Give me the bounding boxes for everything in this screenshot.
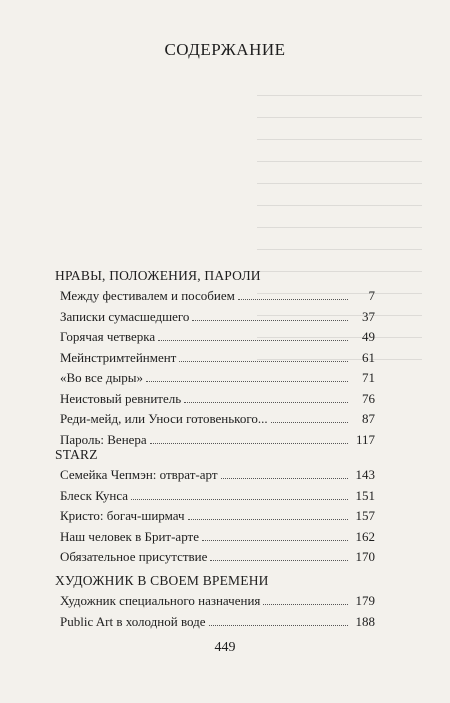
toc-entry <box>55 488 375 509</box>
dot-leader <box>184 402 348 403</box>
toc-section <box>55 447 375 570</box>
toc-entry <box>55 593 375 614</box>
entry-page: 76 <box>362 390 375 406</box>
page-number: 449 <box>214 640 236 655</box>
dot-leader <box>263 604 348 605</box>
dot-leader <box>188 519 348 520</box>
section-heading: ХУДОЖНИК В СВОЕМ ВРЕМЕНИ <box>55 573 269 588</box>
toc-section <box>55 268 375 452</box>
entry-title: Кристо: богач-ширмач <box>60 508 185 523</box>
entry-page: 7 <box>368 288 375 303</box>
toc-entry <box>55 467 375 488</box>
dot-leader <box>150 443 348 444</box>
entry-title: Блеск Кунса <box>60 487 129 503</box>
toc-entry <box>55 508 375 529</box>
dot-leader <box>179 361 348 362</box>
entry-title: Между фестивалем и пособием <box>60 288 235 303</box>
toc-entry <box>55 549 375 570</box>
toc-entry <box>55 329 375 350</box>
entry-title: «Во все дыры» <box>60 370 144 385</box>
dot-leader <box>131 499 348 500</box>
toc-entry <box>55 370 375 391</box>
entry-title: Public Art в холодной воде <box>60 613 206 629</box>
entry-page: 151 <box>355 487 375 503</box>
entry-page: 170 <box>355 549 375 564</box>
entry-page: 49 <box>362 329 375 344</box>
dot-leader <box>202 540 348 541</box>
entry-title: Реди-мейд, или Уноси готовенького... <box>60 411 268 426</box>
dot-leader <box>238 299 348 300</box>
toc-entry <box>55 288 375 309</box>
toc-entry <box>55 309 375 330</box>
toc-entry <box>55 391 375 412</box>
entry-page: 37 <box>362 308 375 324</box>
entry-page: 87 <box>362 411 375 426</box>
entry-title: Наш человек в Брит-арте <box>60 528 199 544</box>
entry-page: 188 <box>355 613 375 629</box>
entry-title: Пароль: Венера <box>60 431 147 447</box>
section-heading: НРАВЫ, ПОЛОЖЕНИЯ, ПАРОЛИ <box>55 268 261 283</box>
toc-entry <box>55 350 375 371</box>
toc-entry <box>55 614 375 635</box>
entry-title: Обязательное присутствие <box>60 549 208 564</box>
dot-leader <box>146 381 348 382</box>
entry-page: 162 <box>355 528 375 544</box>
entry-title: Записки сумасшедшего <box>60 308 190 324</box>
entry-page: 143 <box>355 467 375 482</box>
entry-title: Семейка Чепмэн: отврат-арт <box>60 467 218 482</box>
entry-title: Художник специального назначения <box>60 593 261 608</box>
toc-section <box>55 573 375 634</box>
dot-leader <box>158 340 348 341</box>
toc-entry <box>55 411 375 432</box>
page-title: СОДЕРЖАНИЕ <box>164 40 286 59</box>
entry-page: 71 <box>362 370 375 385</box>
entry-page: 61 <box>362 349 375 365</box>
dot-leader <box>271 422 348 423</box>
entry-title: Неистовый ревнитель <box>60 390 182 406</box>
entry-page: 157 <box>355 508 375 523</box>
entry-page: 117 <box>355 431 375 447</box>
dot-leader <box>210 560 348 561</box>
dot-leader <box>209 625 348 626</box>
dot-leader <box>192 320 348 321</box>
toc-entry <box>55 529 375 550</box>
entry-page: 179 <box>355 593 375 608</box>
entry-title: Горячая четверка <box>60 329 156 344</box>
entry-title: Мейнстримтейнмент <box>60 349 177 365</box>
section-heading: STARZ <box>55 447 98 462</box>
dot-leader <box>221 478 348 479</box>
